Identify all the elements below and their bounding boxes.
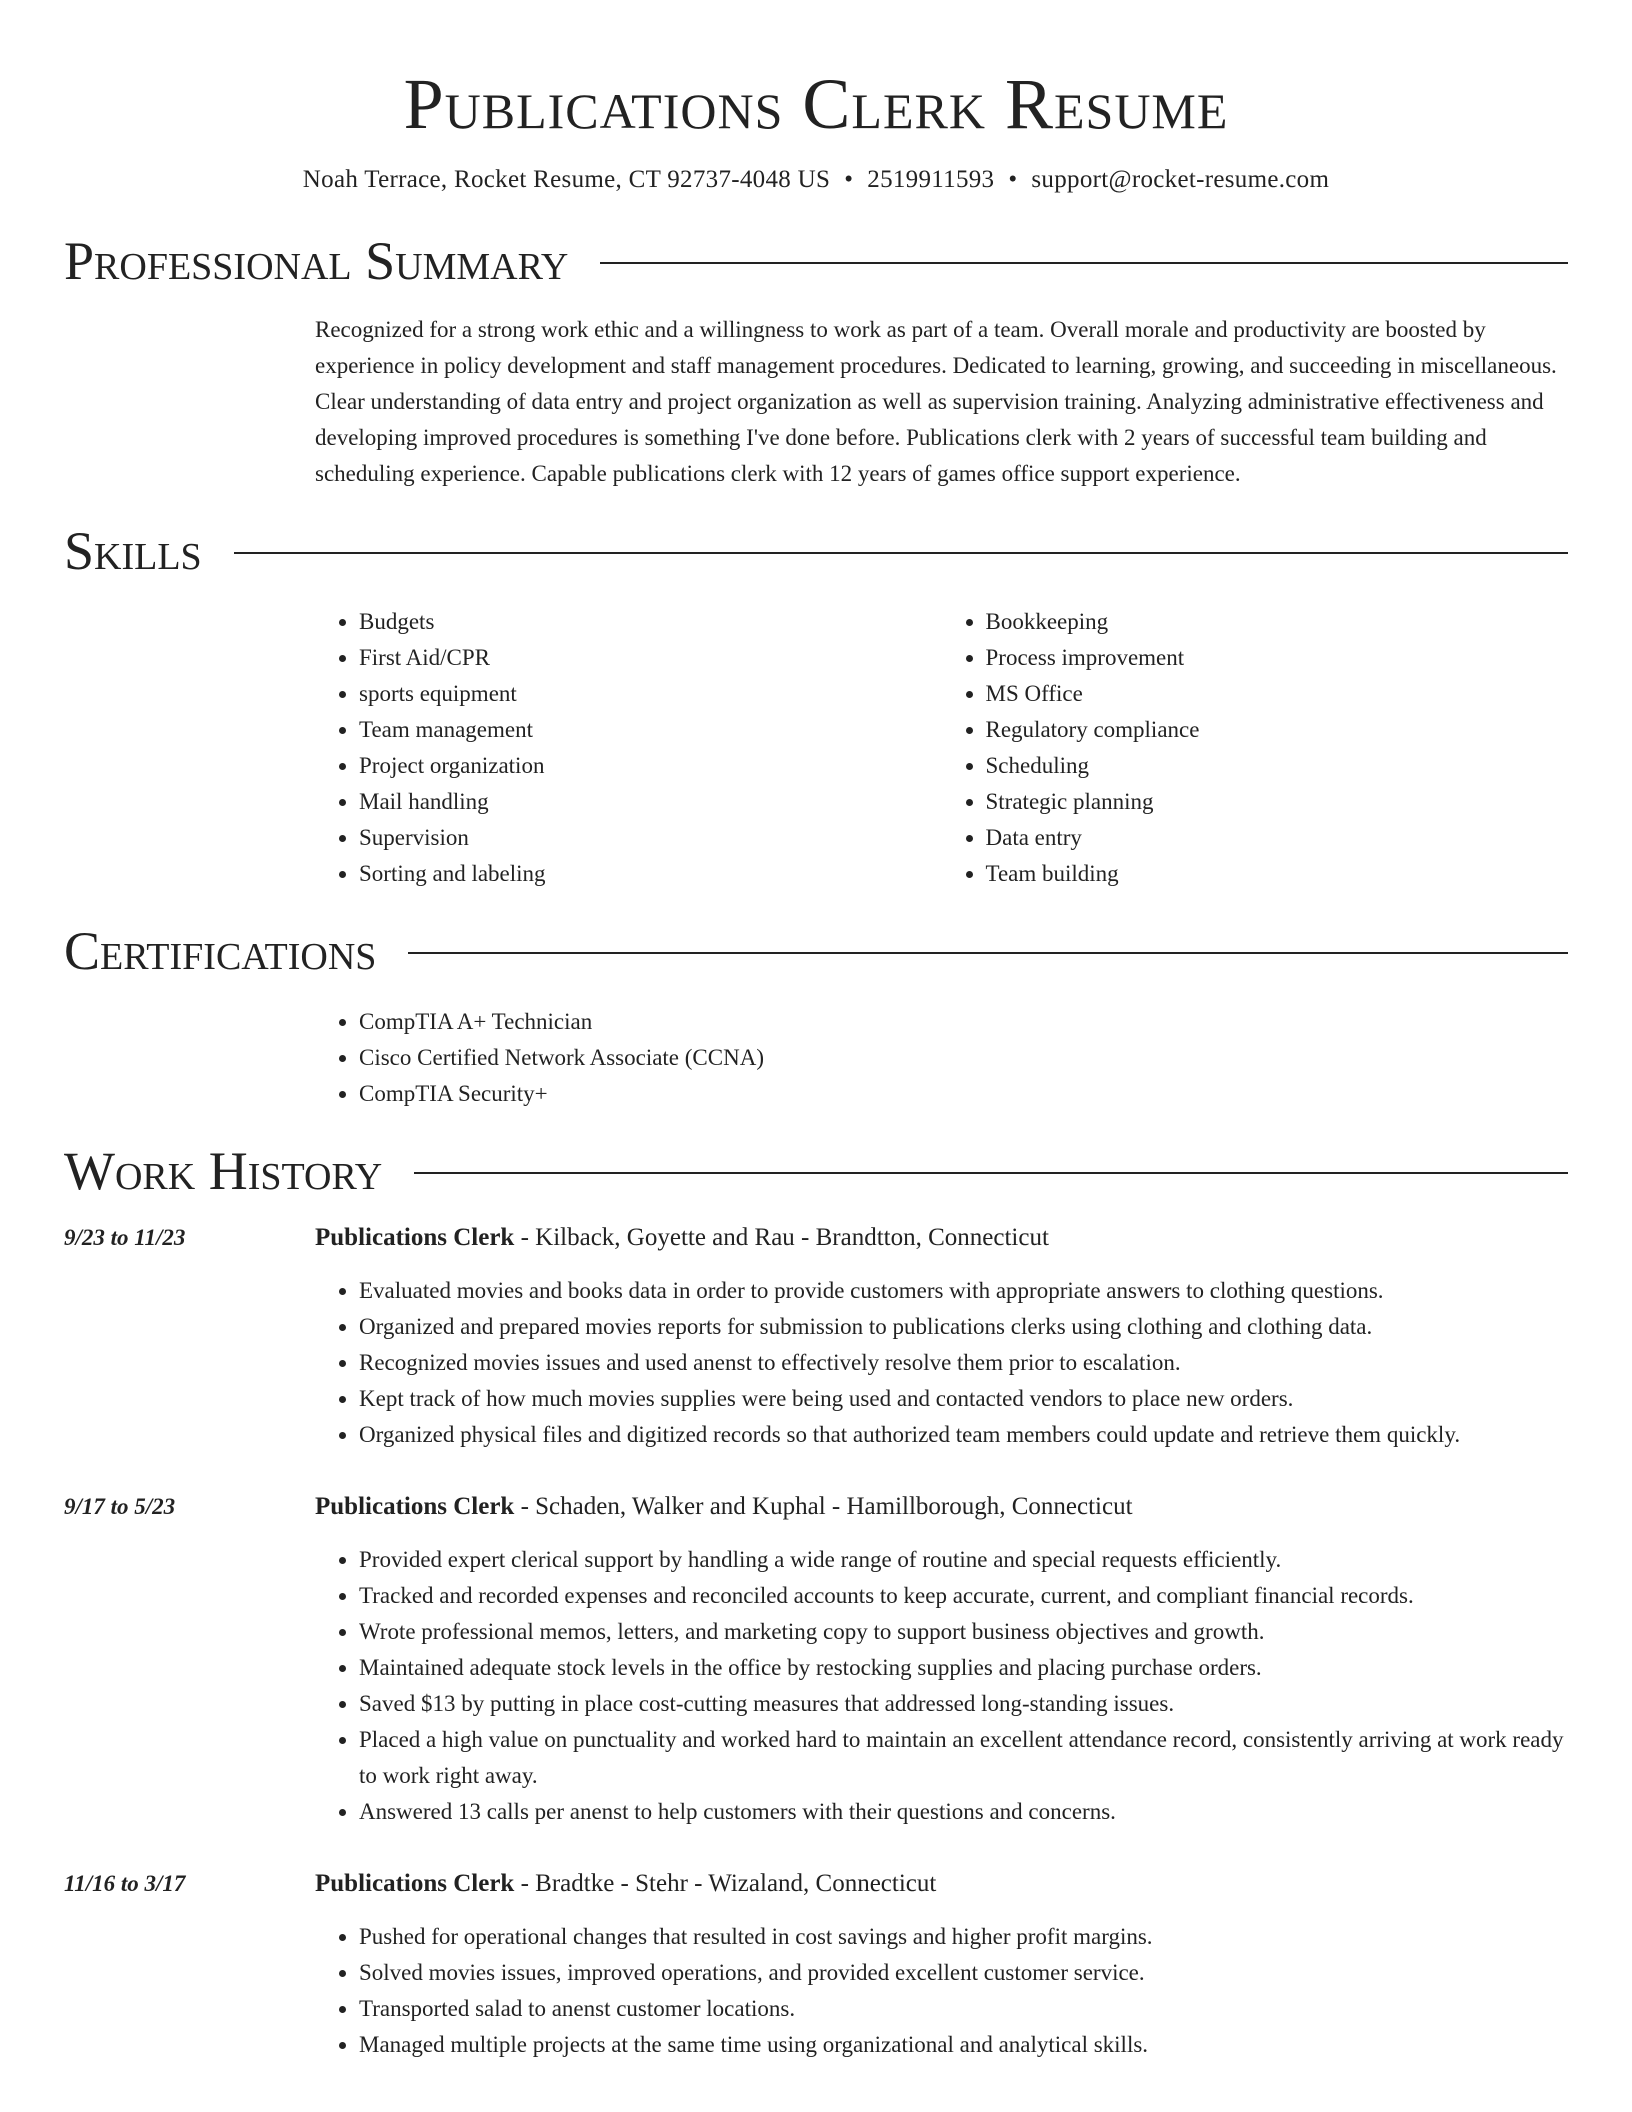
list-item: • Cisco Certified Network Associate (CCNA) [359, 1040, 1568, 1076]
list-item: • Answered 13 calls per anenst to help customers with their questions and concerns. [359, 1794, 1568, 1830]
section-title-certifications: Certifications [64, 921, 377, 981]
skills-list-left [315, 604, 942, 892]
list-item: • Bookkeeping [986, 604, 1569, 640]
summary-body [315, 312, 1568, 492]
list-item: • Strategic planning [986, 784, 1569, 820]
list-item: • Recognized movies issues and used anenst to effectively resolve them prior to escalation. [359, 1345, 1568, 1381]
list-item: • Sorting and labeling [359, 856, 942, 892]
list-item: • Regulatory compliance [986, 712, 1569, 748]
job-entry [64, 1866, 1568, 2063]
section-header [64, 920, 1568, 982]
certifications-body [315, 1004, 1568, 1112]
job-bullets [315, 1542, 1568, 1830]
job-bullets [315, 1273, 1568, 1453]
list-item: • Team building [986, 856, 1569, 892]
job-dates: 9/23 to 11/23 [64, 1225, 186, 1250]
list-item: • Managed multiple projects at the same time using organizational and analytical skills. [359, 2027, 1568, 2063]
job-employer: - Bradtke - Stehr - Wizaland, Connecticut [514, 1870, 937, 1897]
job-role: Publications Clerk [315, 1224, 515, 1251]
job-title-line [315, 1489, 1568, 1525]
job-main [315, 1866, 1568, 2063]
job-dates: 11/16 to 3/17 [64, 1871, 186, 1896]
list-item: • Supervision [359, 820, 942, 856]
contact-separator: • [1008, 166, 1018, 193]
skills-grid [315, 604, 1568, 892]
contact-separator: • [844, 166, 854, 193]
resume-page [64, 0, 1568, 2063]
resume-title: Publications Clerk Resume [403, 64, 1229, 144]
section-certifications [64, 920, 1568, 1112]
job-title-line [315, 1220, 1568, 1256]
section-divider [408, 952, 1568, 954]
list-item: • MS Office [986, 676, 1569, 712]
list-item: • Placed a high value on punctuality and worked hard to maintain an excellent attendance record, consistently arriving at work ready to work right away. [359, 1722, 1568, 1794]
list-item: • Wrote professional memos, letters, and marketing copy to support business objectives and growth. [359, 1614, 1568, 1650]
skills-list-right [942, 604, 1569, 892]
list-item: • CompTIA Security+ [359, 1076, 1568, 1112]
list-item: • sports equipment [359, 676, 942, 712]
job-main [315, 1489, 1568, 1830]
list-item: • Kept track of how much movies supplies were being used and contacted vendors to place new orders. [359, 1381, 1568, 1417]
job-role: Publications Clerk [315, 1870, 515, 1897]
section-divider [234, 552, 1568, 554]
section-header [64, 1140, 1568, 1202]
job-bullets [315, 1919, 1568, 2063]
contact-email: support@rocket-resume.com [1031, 166, 1330, 193]
list-item: • Pushed for operational changes that resulted in cost savings and higher profit margins. [359, 1919, 1568, 1955]
contact-address: Noah Terrace, Rocket Resume, CT 92737-4048 US [302, 166, 831, 193]
section-title-skills: Skills [64, 521, 202, 581]
section-title-work-history: Work History [64, 1141, 383, 1201]
job-employer: - Schaden, Walker and Kuphal - Hamillborough, Connecticut [514, 1493, 1133, 1520]
section-title-summary: Professional Summary [64, 231, 569, 291]
list-item: • Transported salad to anenst customer locations. [359, 1991, 1568, 2027]
list-item: • Project organization [359, 748, 942, 784]
section-skills [64, 520, 1568, 892]
list-item: • First Aid/CPR [359, 640, 942, 676]
list-item: • Data entry [986, 820, 1569, 856]
list-item: • Saved $13 by putting in place cost-cutting measures that addressed long-standing issues. [359, 1686, 1568, 1722]
list-item: • Mail handling [359, 784, 942, 820]
section-work-history [64, 1140, 1568, 2063]
list-item: • Scheduling [986, 748, 1569, 784]
contact-phone: 2519911593 [867, 166, 995, 193]
contact-line [64, 164, 1568, 196]
summary-text: Recognized for a strong work ethic and a willingness to work as part of a team. Overall morale and productivity are boosted by experience in policy development and staff management procedures. Dedicated to learning, growing, and succeeding in miscellaneous. Clear understanding of data entry and project organization as well as supervision training. Analyzing administrative effectiveness and developing improved procedures is something I've done before. Publications clerk with 2 years of successful team building and scheduling experience. Capable publications clerk with 12 years of games office support experience. [315, 317, 1557, 486]
section-header [64, 230, 1568, 292]
list-item: • Budgets [359, 604, 942, 640]
job-dates: 9/17 to 5/23 [64, 1494, 176, 1519]
list-item: • Tracked and recorded expenses and reconciled accounts to keep accurate, current, and compliant financial records. [359, 1578, 1568, 1614]
section-divider [600, 262, 1568, 264]
job-entry [64, 1220, 1568, 1453]
list-item: • Team management [359, 712, 942, 748]
section-divider [414, 1172, 1568, 1174]
job-main [315, 1220, 1568, 1453]
list-item: • Maintained adequate stock levels in the office by restocking supplies and placing purchase orders. [359, 1650, 1568, 1686]
job-entry [64, 1489, 1568, 1830]
job-employer: - Kilback, Goyette and Rau - Brandtton, Connecticut [514, 1224, 1049, 1251]
section-summary [64, 230, 1568, 492]
list-item: • Provided expert clerical support by handling a wide range of routine and special requests efficiently. [359, 1542, 1568, 1578]
section-header [64, 520, 1568, 582]
list-item: • Organized physical files and digitized records so that authorized team members could update and retrieve them quickly. [359, 1417, 1568, 1453]
list-item: • Organized and prepared movies reports for submission to publications clerks using clothing and clothing data. [359, 1309, 1568, 1345]
list-item: • Solved movies issues, improved operations, and provided excellent customer service. [359, 1955, 1568, 1991]
job-role: Publications Clerk [315, 1493, 515, 1520]
list-item: • Process improvement [986, 640, 1569, 676]
list-item: • CompTIA A+ Technician [359, 1004, 1568, 1040]
job-title-line [315, 1866, 1568, 1902]
certifications-list [315, 1004, 1568, 1112]
list-item: • Evaluated movies and books data in order to provide customers with appropriate answers to clothing questions. [359, 1273, 1568, 1309]
